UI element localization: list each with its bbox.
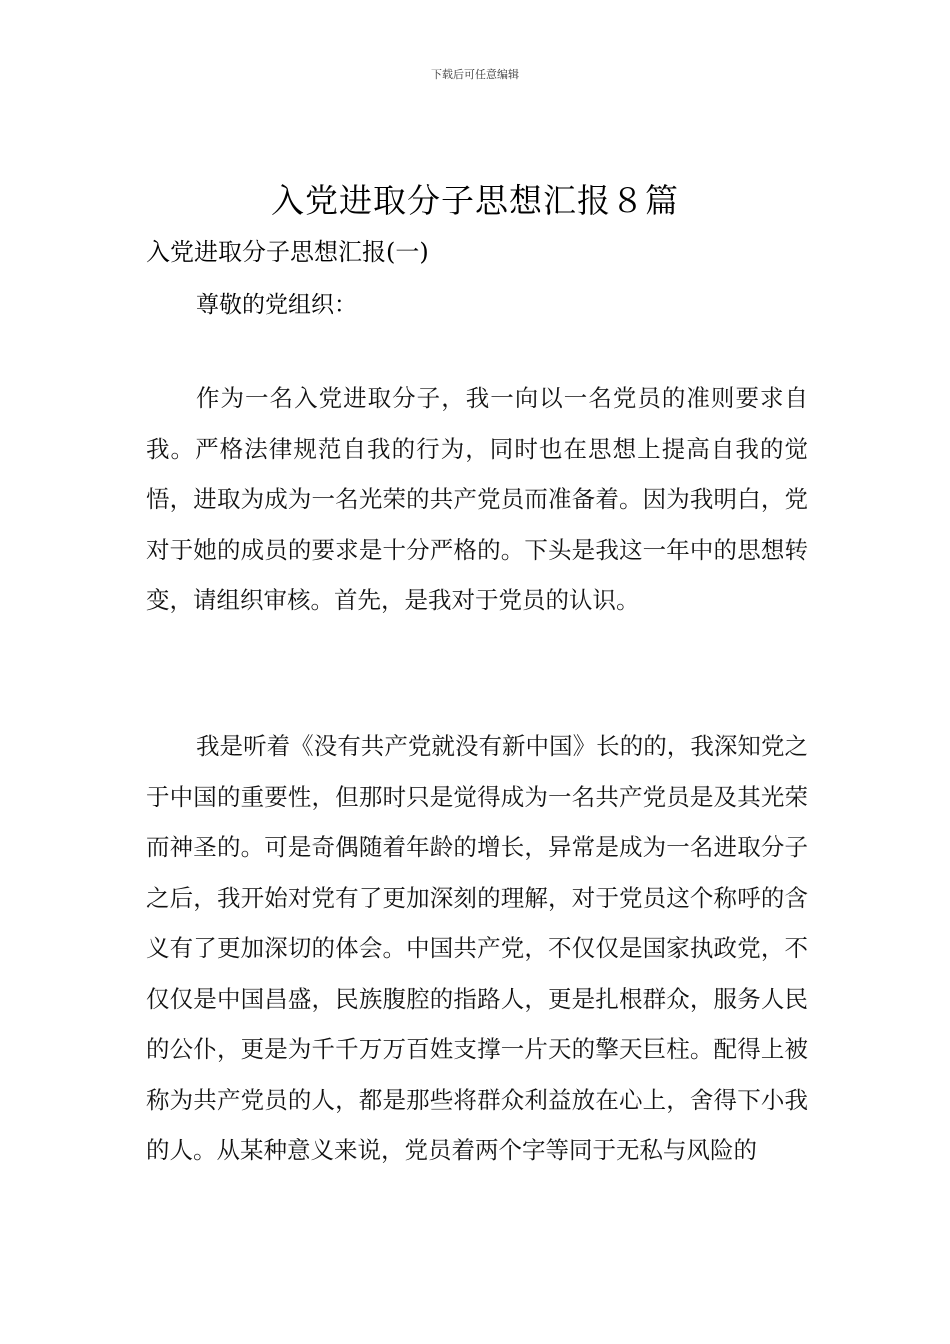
salutation: 尊敬的党组织： [196, 292, 357, 318]
document-title: 入党进取分子思想汇报８篇 [271, 181, 679, 220]
body-paragraph: 我是听着《没有共产党就没有新中国》长的的，我深知党之于中国的重要性，但那时只是觉得成为一名共产党员是及其光荣而神圣的。可是奇偶随着年龄的增长，异常是成为一名进取分子之后，我开始对党有了更加深刻的理解，对于党员这个称呼的含义有了更加深切的体会。中国共产党，不仅仅是国家执政党，不仅仅是中国昌盛，民族腹腔的指路人，更是扎根群众，服务人民的公仆，更是为千千万万百姓支撑一片天的擎天巨柱。配得上被称为共产党员的人，都是那些将群众利益放在心上，舍得下小我的人。从某种意义来说，党员着两个字等同于无私与风险的 [146, 732, 808, 1164]
header-note: 下载后可任意编辑 [431, 68, 519, 81]
section-title: 入党进取分子思想汇报(一) [146, 238, 429, 266]
body-paragraph: 作为一名入党进取分子，我一向以一名党员的准则要求自我。严格法律规范自我的行为，同时也在思想上提高自我的觉悟，进取为成为一名光荣的共产党员而准备着。因为我明白，党对于她的成员的要求是十分严格的。下头是我这一年中的思想转变，请组织审核。首先，是我对于党员的认识。 [146, 384, 808, 614]
